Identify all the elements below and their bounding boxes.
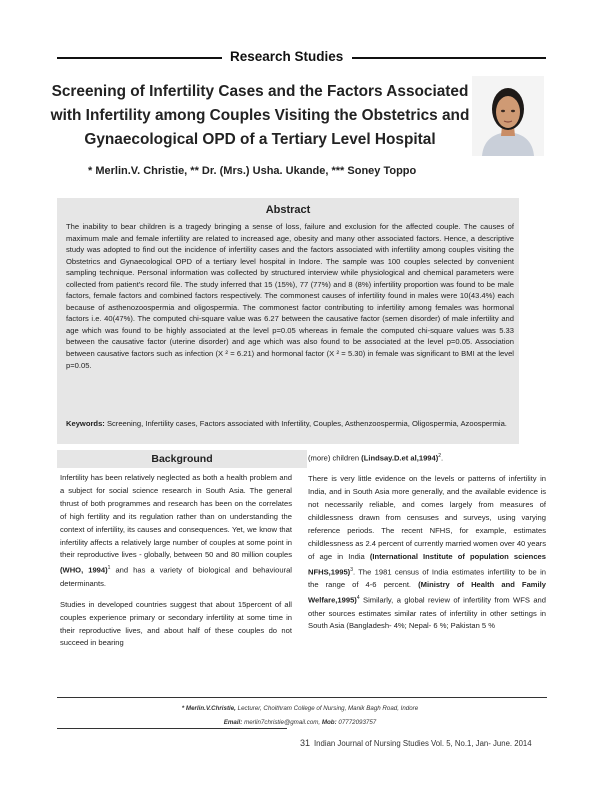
- text-run: Similarly, a global review of infertility from WFS and other sources estimates similar rates of infertility in other settings in South Asia (Bangladesh- 4%; Nepal- 6 %; Pakistan 5 %: [308, 595, 546, 631]
- paragraph: Studies in developed countries suggest that about 15percent of all couples experience primary or secondary infertility at some time in their reproductive lives, and about half of these couples do not succeed in bearing: [60, 599, 292, 648]
- background-heading-box: [57, 450, 307, 468]
- citation: (Lindsay.D.et al,1994): [361, 453, 439, 463]
- page-number: 31: [300, 738, 311, 748]
- email-address: merlin7christie@gmail.com,: [242, 719, 322, 726]
- page-footer: [300, 738, 532, 748]
- text-run: There is very little evidence on the levels or patterns of infertility in India, and in South Asia more generally, and the available evidence is not necessarily reliable, and comes largely from measures of childlessness drawn from censuses and surveys, using varying reference periods. The recent NFHS, for example, estimates childlessness as 2.4 percent of currently married women over 40 years of age in India: [308, 474, 546, 561]
- footnote-affiliation: [60, 702, 540, 716]
- footnote-author: * Merlin.V.Christie,: [181, 705, 236, 712]
- author-portrait: [472, 76, 544, 156]
- citation: (WHO, 1994): [60, 565, 108, 575]
- footer-rule-left: [57, 728, 287, 729]
- abstract-heading: Abstract: [265, 204, 311, 216]
- article-title: Screening of Infertility Cases and the Factors Associated with Infertility among Couples Visiting the Obstetrics and Gynaecological OPD of a Tertiary Level Hospital: [50, 83, 470, 148]
- keywords: [66, 418, 514, 430]
- citation: (Ministry of Health and Family Welfare,1995): [308, 580, 546, 605]
- footnote-rule: [57, 697, 547, 698]
- citation: (International Institute of population sciences NFHS,1995): [308, 551, 546, 577]
- citation-number: 1: [107, 565, 111, 572]
- footnotes: [60, 702, 540, 730]
- keywords-label: Keywords:: [66, 419, 105, 428]
- paragraph: [60, 472, 292, 591]
- left-column: [60, 472, 292, 650]
- keywords-list: Screening, Infertility cases, Factors associated with Infertility, Couples, Asthenzoospermia, Oligospermia, Azoospermia.: [104, 419, 507, 428]
- text-run: Infertility has been relatively neglected as both a health problem and a subject for social science research in South Asia. The general thrust of both programmes and research has been on the correlates of high fertility and its regulation rather than on understanding the context of infertility, its causes and consequences. Yet, we know that infertility affects a relatively large number of couples at some point in their reproductive lives - globally, between 50 and 80 million couples: [60, 473, 292, 560]
- mobile-label: Mob:: [321, 719, 337, 726]
- header-rule-right: [352, 57, 546, 59]
- email-label: Email:: [223, 719, 243, 726]
- section-label: Research Studies: [230, 49, 344, 64]
- footnote-text: Lecturer, Choithram College of Nursing, Manik Bagh Road, Indore: [235, 705, 419, 712]
- text-run: (more) children: [308, 453, 362, 463]
- abstract-text: The inability to bear children is a tragedy bringing a sense of loss, failure and exclusion for the affected couple. The causes of maximum male and female infertility are related to increased age, obesity and many other associated factors. Hence, a descriptive study was adopted to find out the incidence of infertility cases and the factors associated with infertility among couples visiting the Obstetrics and Gynaecological OPD of a tertiary level hospital in Indore. The sample was 100 couples selected by convenient sampling technique. Personal information was collected by structured interview while physiological and chemical parameters were collected from patient's record file. The study inferred that 15 (15%), 77 (77%) and 8 (8%) infertility proportion was found to be male factors, female factors and combined factors respectively. The commonest causes of infertility found in males were 10(43.4%) each because of asthenozoospermia and oligospermia. The commonest factor contributing to infertility among females was hormonal factors i.e. 40(47%). The computed chi-square value was 6.27 between the causative factor (semen disorder) of male infertility and age which was found to be highly associated at the level p=0.05 whereas in female the computed chi-square values was 5.33 between the causative factor (uterine disorder) and age which was also found to be associated at the level p=0.05. Association between causative factors such as infection (X ² = 6.21) and hormonal factor (X ² = 5.30) in female was significant to BMI at the level p=0.05.: [66, 222, 514, 370]
- citation-number: 3: [350, 566, 353, 573]
- text-run: . The 1981 census of India estimates infertility to be in the range of 4-6 percent.: [308, 567, 546, 590]
- header-rule-left: [57, 57, 222, 59]
- paragraph: [308, 473, 546, 633]
- journal-citation: Indian Journal of Nursing Studies Vol. 5, No.1, Jan- June. 2014: [314, 739, 532, 748]
- author-list: * Merlin.V. Christie, ** Dr. (Mrs.) Usha. Ukande, *** Soney Toppo: [88, 165, 417, 177]
- text-run: .: [441, 453, 444, 463]
- background-heading: Background: [151, 453, 213, 465]
- abstract-box: [57, 198, 519, 444]
- citation-number: 2: [438, 453, 442, 459]
- right-column: [308, 450, 546, 633]
- mobile-number: 07772093757: [336, 719, 377, 726]
- citation-number: 4: [356, 595, 360, 602]
- text-run: and has a variety of biological and behavioural determinants.: [60, 565, 292, 588]
- paragraph: [308, 450, 546, 465]
